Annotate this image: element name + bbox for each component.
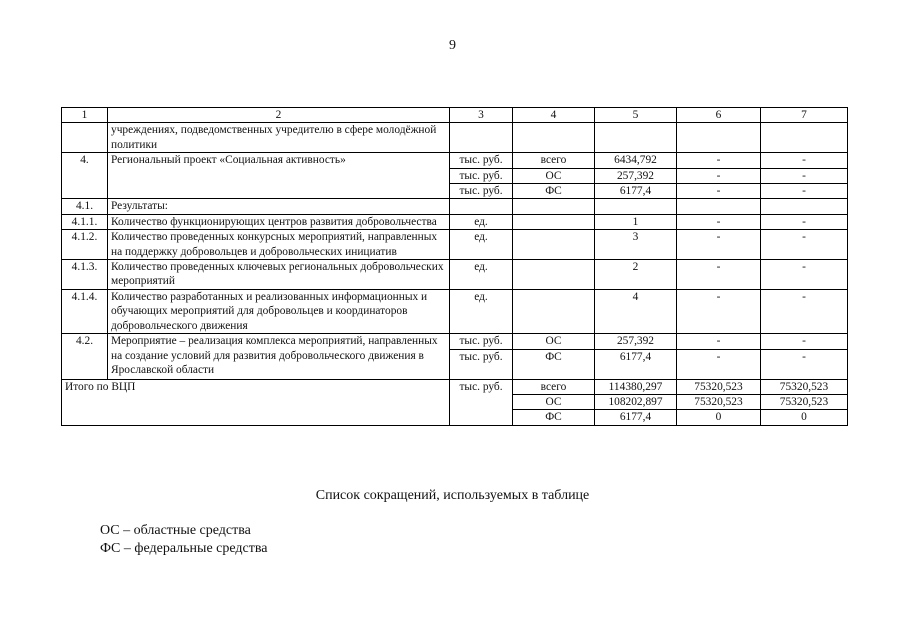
abbreviation-item: ФС – федеральные средства <box>100 541 268 556</box>
value-cell: 75320,523 <box>677 394 761 409</box>
column-header: 1 <box>62 108 108 123</box>
table-row <box>62 123 848 153</box>
column-header: 3 <box>450 108 513 123</box>
unit-cell: ед. <box>450 230 513 260</box>
row-name: Региональный проект «Социальная активность» <box>108 153 450 199</box>
total-label: Итого по ВЦП <box>62 379 450 425</box>
total-row <box>62 379 848 394</box>
source-cell: ОС <box>513 168 595 183</box>
row-name: Количество проведенных конкурсных мероприятий, направленных на поддержку добровольцев и добровольческих инициатив <box>108 230 450 260</box>
unit-cell: ед. <box>450 214 513 229</box>
unit-cell: тыс. руб. <box>450 184 513 199</box>
value-cell: - <box>677 230 761 260</box>
column-header: 6 <box>677 108 761 123</box>
value-cell: - <box>761 230 848 260</box>
value-cell: 6177,4 <box>595 349 677 379</box>
column-header: 5 <box>595 108 677 123</box>
value-cell: - <box>761 214 848 229</box>
value-cell: 0 <box>677 410 761 425</box>
budget-table <box>61 107 848 426</box>
value-cell: 114380,297 <box>595 379 677 394</box>
value-cell: - <box>677 260 761 290</box>
unit-cell: тыс. руб. <box>450 168 513 183</box>
value-cell: - <box>677 184 761 199</box>
source-cell: ФС <box>513 410 595 425</box>
value-cell: - <box>677 214 761 229</box>
value-cell: - <box>761 289 848 333</box>
unit-cell: ед. <box>450 260 513 290</box>
value-cell: 1 <box>595 214 677 229</box>
row-number: 4.2. <box>62 334 108 379</box>
value-cell: - <box>677 289 761 333</box>
source-cell: ФС <box>513 184 595 199</box>
value-cell: 6177,4 <box>595 184 677 199</box>
table-row <box>62 153 848 168</box>
abbreviation-item: ОС – областные средства <box>100 523 251 538</box>
value-cell: 257,392 <box>595 334 677 349</box>
row-number: 4.1.1. <box>62 214 108 229</box>
source-cell: ОС <box>513 394 595 409</box>
value-cell: 6434,792 <box>595 153 677 168</box>
row-name: Количество функционирующих центров развития добровольчества <box>108 214 450 229</box>
table-row <box>62 334 848 349</box>
value-cell: - <box>761 260 848 290</box>
source-cell: ФС <box>513 349 595 379</box>
value-cell: 257,392 <box>595 168 677 183</box>
table-row <box>62 214 848 229</box>
row-number: 4.1.3. <box>62 260 108 290</box>
row-name: Результаты: <box>108 199 450 214</box>
row-name: Количество разработанных и реализованных информационных и обучающих мероприятий для добровольцев и координаторов добровольческого движения <box>108 289 450 333</box>
column-header: 4 <box>513 108 595 123</box>
value-cell: 75320,523 <box>761 379 848 394</box>
source-cell: всего <box>513 379 595 394</box>
value-cell: - <box>761 349 848 379</box>
row-name: Мероприятие – реализация комплекса мероприятий, направленных на создание условий для развития добровольческого движения в Ярославской области <box>108 334 450 379</box>
table-header-row <box>62 108 848 123</box>
value-cell: - <box>761 153 848 168</box>
unit-cell: тыс. руб. <box>450 349 513 379</box>
unit-cell: ед. <box>450 289 513 333</box>
value-cell: - <box>761 184 848 199</box>
row-name: учреждениях, подведомственных учредителю в сфере молодёжной политики <box>108 123 450 153</box>
row-number: 4. <box>62 153 108 199</box>
value-cell: - <box>677 334 761 349</box>
row-name: Количество проведенных ключевых региональных добровольческих мероприятий <box>108 260 450 290</box>
value-cell: - <box>761 334 848 349</box>
table-row <box>62 199 848 214</box>
value-cell: 75320,523 <box>677 379 761 394</box>
value-cell: 2 <box>595 260 677 290</box>
value-cell: 0 <box>761 410 848 425</box>
table-row <box>62 260 848 290</box>
row-number: 4.1.2. <box>62 230 108 260</box>
value-cell: - <box>677 349 761 379</box>
value-cell: - <box>677 168 761 183</box>
unit-cell: тыс. руб. <box>450 153 513 168</box>
page-number: 9 <box>449 38 456 53</box>
value-cell: - <box>761 168 848 183</box>
unit-cell: тыс. руб. <box>450 379 513 425</box>
row-number: 4.1. <box>62 199 108 214</box>
column-header: 7 <box>761 108 848 123</box>
table-row <box>62 289 848 333</box>
source-cell: ОС <box>513 334 595 349</box>
value-cell: 4 <box>595 289 677 333</box>
source-cell: всего <box>513 153 595 168</box>
value-cell: 108202,897 <box>595 394 677 409</box>
value-cell: 6177,4 <box>595 410 677 425</box>
row-number: 4.1.4. <box>62 289 108 333</box>
column-header: 2 <box>108 108 450 123</box>
abbreviations-caption: Список сокращений, используемых в таблице <box>315 488 590 503</box>
table-row <box>62 230 848 260</box>
value-cell: 75320,523 <box>761 394 848 409</box>
value-cell: - <box>677 153 761 168</box>
value-cell: 3 <box>595 230 677 260</box>
unit-cell: тыс. руб. <box>450 334 513 349</box>
